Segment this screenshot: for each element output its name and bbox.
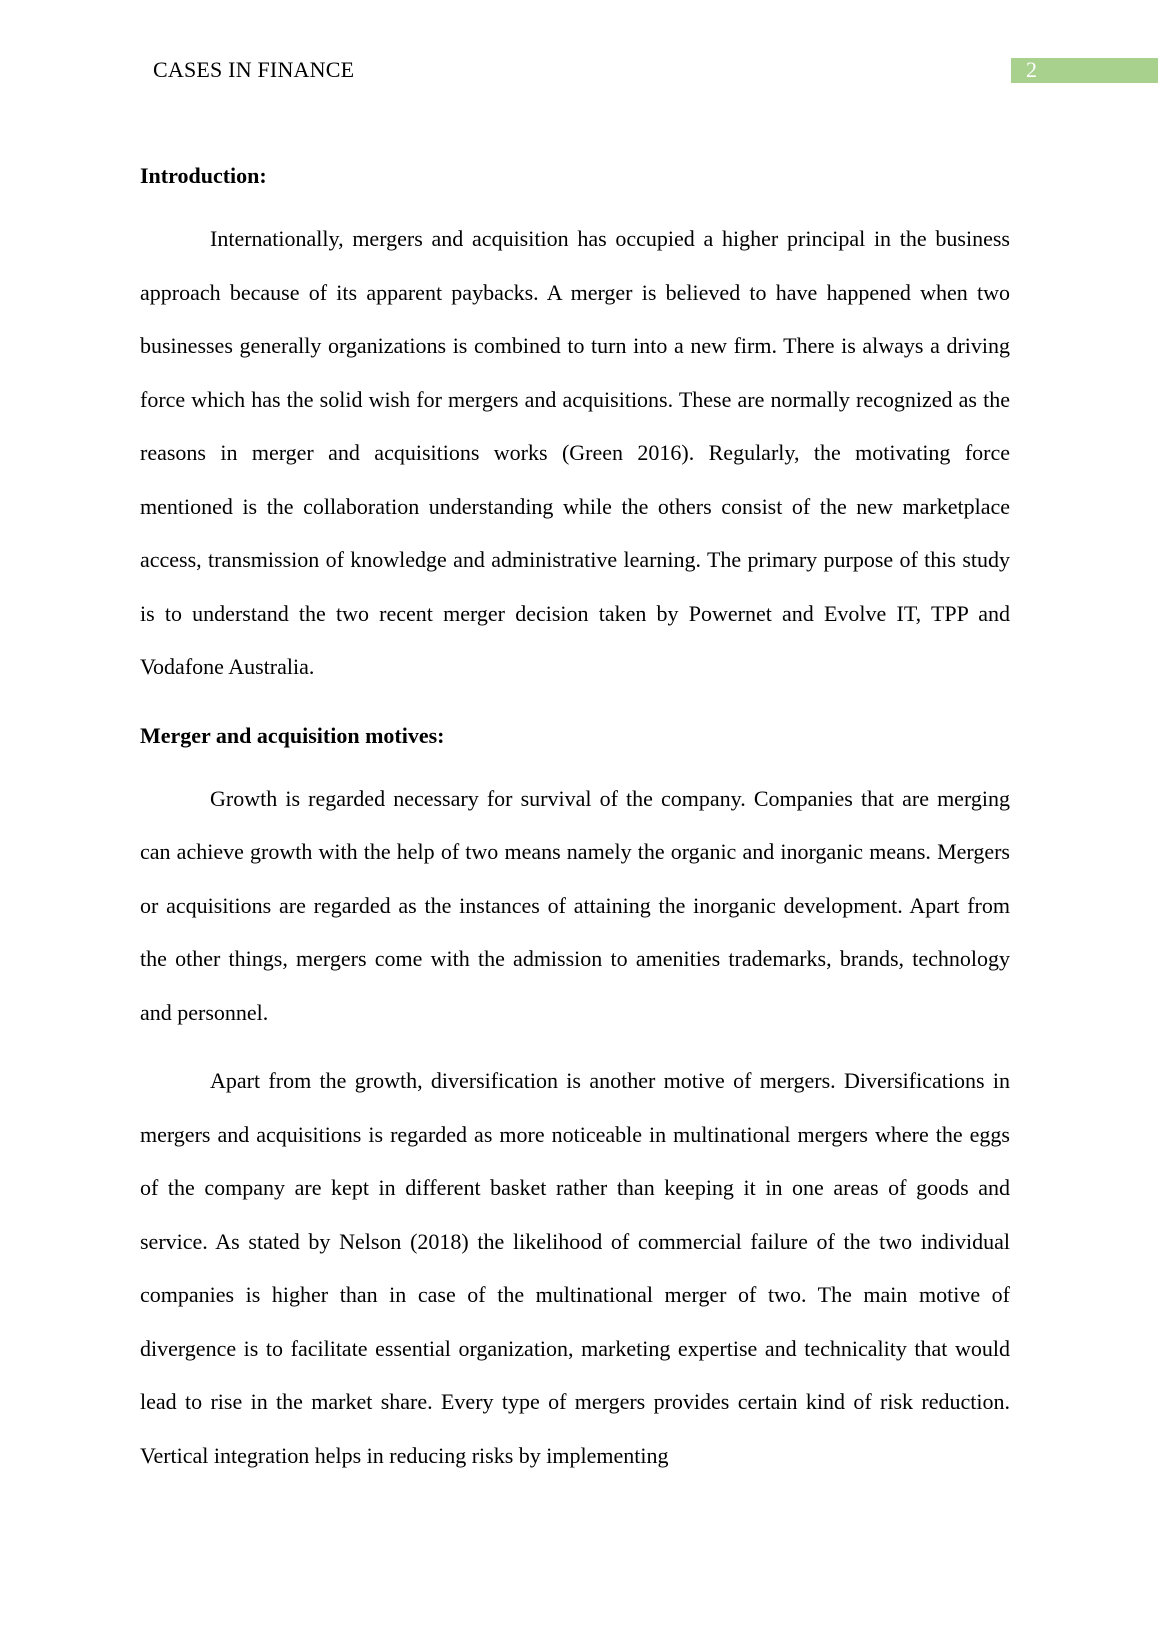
document-body xyxy=(140,160,1010,1482)
paragraph-diversification: Apart from the growth, diversification is another motive of mergers. Diversifications in mergers and acquisitions is regarded as more noticeable in multinational mergers where the eggs of the company are kept in different basket rather than keeping it in one areas of goods and service. As stated by Nelson (2018) the likelihood of commercial failure of the two individual companies is higher than in case of the multinational merger of two. The main motive of divergence is to facilitate essential organization, marketing expertise and technicality that would lead to rise in the market share. Every type of mergers provides certain kind of risk reduction. Vertical integration helps in reducing risks by implementing xyxy=(140,1068,1010,1468)
section-spacer xyxy=(140,694,1010,720)
section-heading-motives: Merger and acquisition motives: xyxy=(140,722,445,748)
page-number: 2 xyxy=(1026,57,1037,82)
paragraph-introduction: Internationally, mergers and acquisition has occupied a higher principal in the business approach because of its apparent paybacks. A merger is believed to have happened when two businesses generally organizations is combined to turn into a new firm. There is always a driving force which has the solid wish for mergers and acquisitions. These are normally recognized as the reasons in merger and acquisitions works (Green 2016). Regularly, the motivating force mentioned is the collaboration understanding while the others consist of the new marketplace access, transmission of knowledge and administrative learning. The primary purpose of this study is to understand the two recent merger decision taken by Powernet and Evolve IT, TPP and Vodafone Australia. xyxy=(140,226,1010,679)
section-heading-introduction: Introduction: xyxy=(140,163,267,188)
page-number-box xyxy=(1011,58,1158,83)
running-header-title: CASES IN FINANCE xyxy=(153,57,355,82)
paragraph-spacer xyxy=(140,1039,1010,1054)
paragraph-growth: Growth is regarded necessary for survival of the company. Companies that are merging can achieve growth with the help of two means namely the organic and inorganic means. Mergers or acquisitions are regarded as the instances of attaining the inorganic development. Apart from the other things, mergers come with the admission to amenities trademarks, brands, technology and personnel. xyxy=(140,785,1010,1025)
